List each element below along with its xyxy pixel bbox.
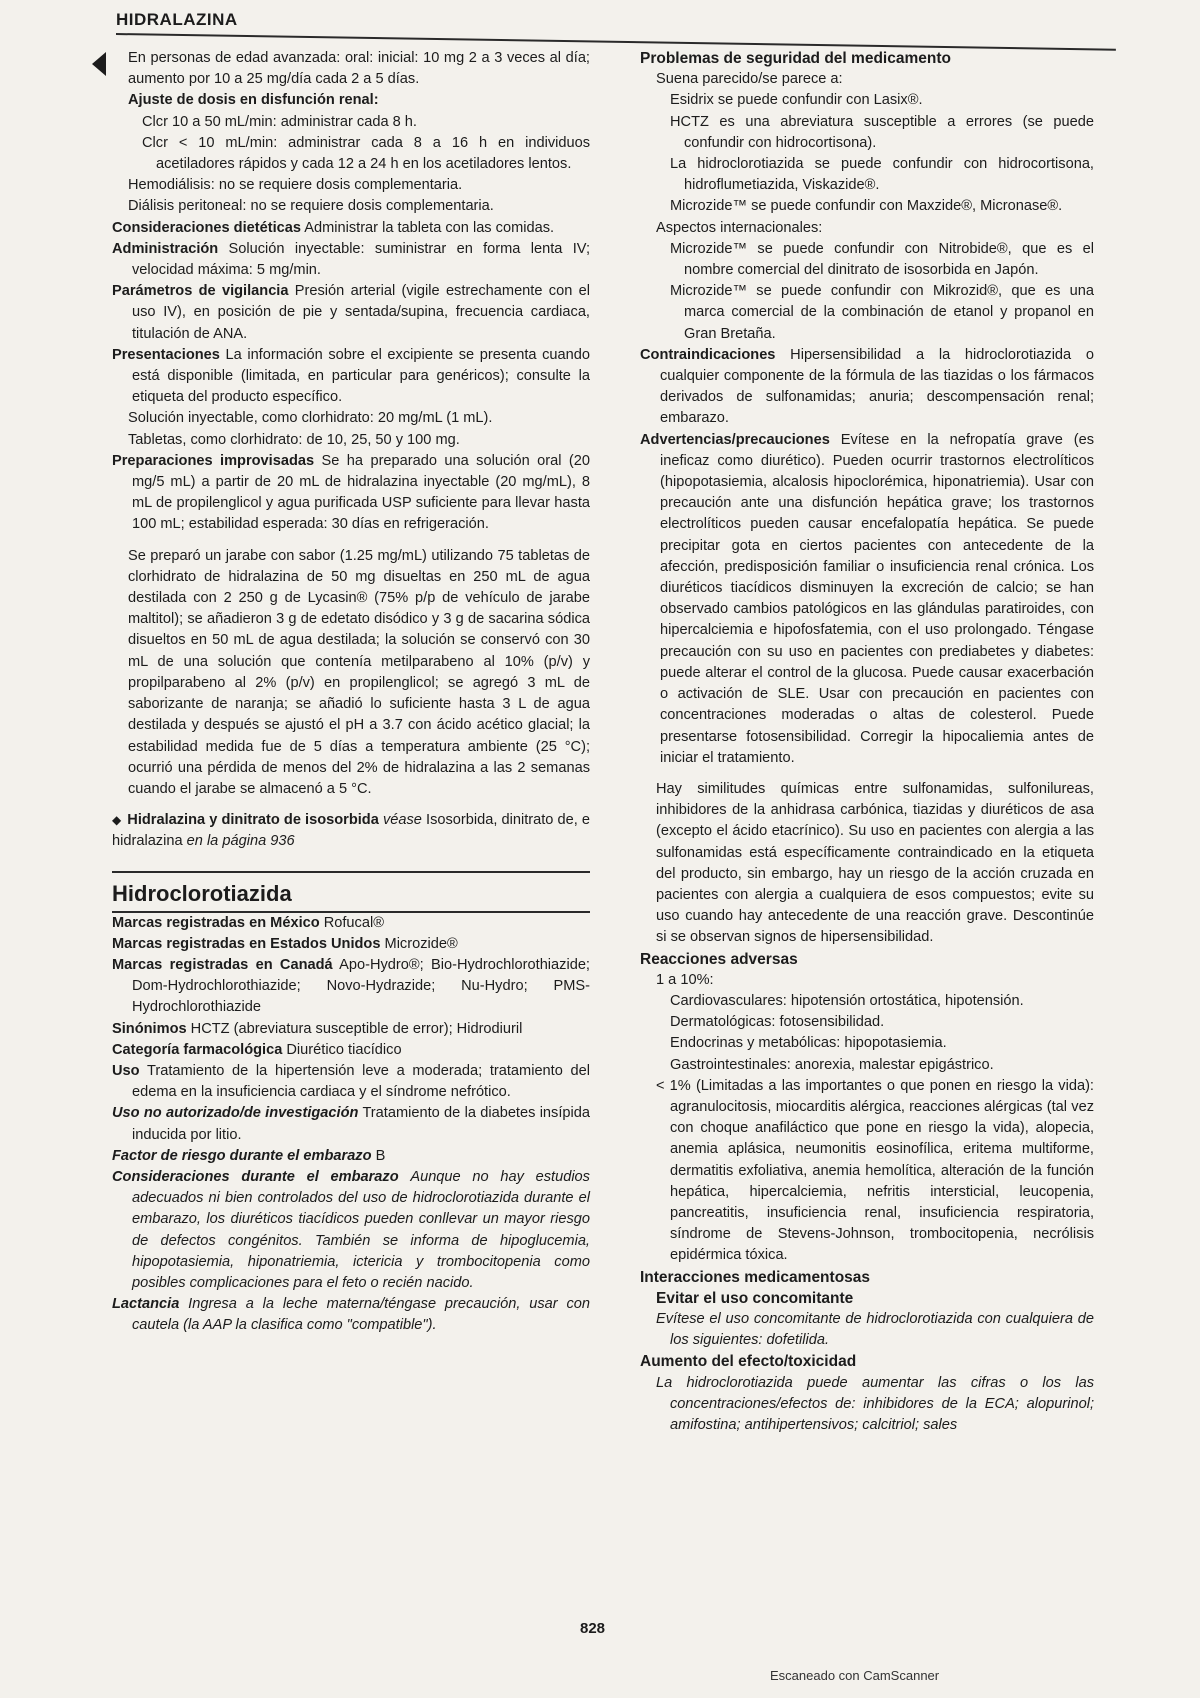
presentations-label: Presentaciones	[112, 346, 220, 363]
international-label: Aspectos internacionales:	[656, 219, 823, 236]
sound-alike-4: Microzide™ se puede confundir con Maxzide®, Micronase®.	[670, 198, 1063, 215]
sulfonamide-note: Hay similitudes químicas entre sulfonamidas, sulfonilureas, inhibidores de la anhidrasa carbónica, tiazidas y diuréticos de asa (excepto el ácido etacrínico). Su uso en pacientes con alergia a las sulfonamidas está específicamente contraindicado en la etiqueta del producto, sin embargo, hay un riesgo de la acción cruzada en pacientes con alergia a cualquiera de esos compuestos; evite su uso cuando hay antecedente de una reacción grave. Descontinúe si se observan signos de hipersensibilidad.	[656, 780, 1094, 946]
monitoring-label: Parámetros de vigilancia	[112, 283, 289, 300]
lactation-label: Lactancia	[112, 1296, 180, 1313]
pregnancy-risk-value: B	[375, 1147, 386, 1164]
pharm-category-label: Categoría farmacológica	[112, 1041, 283, 1058]
unapproved-use-label: Uso no autorizado/de investigación	[112, 1105, 359, 1122]
unapproved-use-text: Tratamiento de la diabetes insípida inducida por litio.	[132, 1105, 590, 1143]
peritoneal-dialysis-note: Diálisis peritoneal: no se requiere dosis complementaria.	[128, 198, 494, 215]
left-column	[112, 48, 590, 1337]
adverse-range: 1 a 10%:	[656, 971, 714, 988]
monograph-title: Hidroclorotiazida	[112, 871, 590, 913]
synonyms-label: Sinónimos	[112, 1020, 187, 1037]
avoid-concomitant-heading: Evitar el uso concomitante	[656, 1289, 854, 1307]
diet-section	[112, 218, 590, 239]
lactation	[112, 1294, 590, 1336]
pregnancy-considerations-label: Consideraciones durante el embarazo	[112, 1168, 399, 1185]
syrup-prep-text: Se preparó un jarabe con sabor (1.25 mg/mL) utilizando 75 tabletas de clorhidrato de hidralazina de 50 mg disueltas en 250 mL de agua destilada con 2 250 g de Lycasin® (75% p/p de vehículo de jarabe maltitol); se añadieron 3 g de edetato disódico y 3 g de sacarina sódica disueltos en 50 mL de agua destilada; la solución se conservó con 30 mL de una solución que contenía metilparabeno al 10% (p/v) y propilparabeno al 2% (p/v) en propilenglicol; se agregó 3 mL de saborizante de naranja; se añadió lo suficiente hasta 3 L de agua destilada y después se ajustó el pH a 3.7 con ácido acético glacial; la estabilidad medida fue de 5 días a temperatura ambiente (25 °C); ocurrió una pérdida de menos del 2% de hidralazina a las 2 semanas cuando el jarabe se almacenó a 5 °C.	[128, 547, 590, 797]
pharm-category-text: Diurético tiacídico	[286, 1041, 402, 1058]
presentations-section	[112, 345, 590, 409]
sound-alike-label: Suena parecido/se parece a:	[656, 71, 843, 88]
brands-canada	[112, 955, 590, 1019]
adverse-reactions-heading: Reacciones adversas	[640, 950, 798, 968]
cross-reference-title: Hidralazina y dinitrato de isosorbida	[127, 812, 379, 829]
sound-alike-3: La hidroclorotiazida se puede confundir con hidrocortisona, hidroflumetiazida, Viskazide®.	[670, 156, 1094, 194]
international-2: Microzide™ se puede confundir con Mikrozid®, que es una marca comercial de la combinación de etanol y propanol en Gran Bretaña.	[670, 283, 1094, 342]
cross-reference-page: en la página 936	[186, 833, 295, 850]
cross-reference	[112, 810, 590, 852]
cross-reference-target: Isosorbida, dinitrato de, e hidralazina	[112, 812, 591, 850]
use-label: Uso	[112, 1062, 140, 1079]
improvised-prep-section	[112, 451, 590, 536]
renal-dose-2: Clcr < 10 mL/min: administrar cada 8 a 16 h en individuos acetiladores rápidos y cada 12 a 24 h en los acetiladores lentos.	[142, 134, 590, 173]
presentations-text: La información sobre el excipiente se presenta cuando está disponible (limitada, en particular para genéricos); consulte la etiqueta del producto específico.	[132, 346, 591, 406]
administration-section	[112, 239, 590, 281]
administration-text: Solución inyectable: suministrar en forma lenta IV; velocidad máxima: 5 mg/min.	[132, 240, 590, 279]
adverse-rare: < 1% (Limitadas a las importantes o que ponen en riesgo la vida): agranulocitosis, miocarditis alérgica, reacciones alérgicas (tal vez con choque anafiláctico que pone en riesgo la vida), alopecia, anemia aplásica, neumonitis eosinofílica, eritema multiforme, dermatitis exfoliativa, anemia hemolítica, alteración de la función hepática, hipercalciemia, nefritis intersticial, leucopenia, pancreatitis, insuficiencia renal, insuficiencia respiratoria, síndrome de Stevens-Johnson, trombocitopenia, necrólisis epidérmica tóxica.	[656, 1077, 1094, 1264]
brands-mexico	[112, 913, 590, 934]
adverse-cardiovascular: Cardiovasculares: hipotensión ortostática, hipotensión.	[670, 992, 1024, 1009]
contraindications	[640, 345, 1094, 430]
margin-arrow-icon	[92, 52, 106, 76]
cross-reference-vease: véase	[382, 812, 422, 829]
monitoring-text: Presión arterial (vigile estrechamente con el uso IV), en posición de pie y sentada/supina, frecuencia cardiaca, titulación de ANA.	[132, 283, 590, 342]
sound-alike-2: HCTZ es una abreviatura susceptible a errores (se puede confundir con hidrocortisona).	[670, 113, 1094, 151]
unapproved-use	[112, 1103, 590, 1145]
brands-usa-value: Microzide®	[384, 935, 458, 952]
hemodialysis-note: Hemodiálisis: no se requiere dosis complementaria.	[128, 177, 463, 194]
diamond-bullet-icon: ◆	[112, 813, 122, 828]
pregnancy-considerations-text: Aunque no hay estudios adecuados ni bien controlados del uso de hidroclorotiazida durante el embarazo, los diuréticos tiacídicos pueden conllevar un mayor riesgo de defectos congénitos. También se informa de hipoglucemia, hipopotasiemia, hiponatriemia, ictericia y trombocitopenia como posibles complicaciones para el feto o recién nacido.	[132, 1168, 590, 1291]
increased-effect-text: La hidroclorotiazida puede aumentar las cifras o los las concentraciones/efectos de: inhibidores de la ECA; alopurinol; amifostina; antihipertensivos; calcitriol; sales	[656, 1374, 1094, 1433]
brands-mexico-value: Rofucal®	[323, 914, 384, 931]
synonyms-text: HCTZ (abreviatura susceptible de error); Hidrodiuril	[190, 1020, 523, 1037]
running-head: HIDRALAZINA	[116, 10, 238, 29]
use-text: Tratamiento de la hipertensión leve a moderada; tratamiento del edema en la insuficiencia cardiaca y el síndrome nefrótico.	[132, 1062, 590, 1101]
pharm-category	[112, 1040, 590, 1061]
safety-issues-heading: Problemas de seguridad del medicamento	[640, 50, 951, 67]
adverse-gastrointestinal: Gastrointestinales: anorexia, malestar epigástrico.	[670, 1056, 994, 1073]
sound-alike-1: Esidrix se puede confundir con Lasix®.	[670, 92, 923, 109]
improvised-prep-text: Se ha preparado una solución oral (20 mg/5 mL) a partir de 20 mL de hidralazina inyectable (20 mg/mL), 8 mL de propilenglicol y agua purificada USP suficiente para llevar hasta 100 mL; estabilidad esperada: 30 días en refrigeración.	[132, 452, 590, 533]
scanner-watermark: Escaneado con CamScanner	[770, 1668, 940, 1683]
presentation-injectable: Solución inyectable, como clorhidrato: 20 mg/mL (1 mL).	[128, 410, 493, 427]
brands-usa	[112, 934, 590, 955]
warnings-text: Evítese en la nefropatía grave (es ineficaz como diurético). Pueden ocurrir trastornos electrolíticos (hipopotasiemia, alcalosis hipoclorémica, hiponatriemia). Usar con precaución ante una disfunción hepática grave; los trastornos electrolíticos pueden causar encefalopatía hepática. Se puede precipitar gota en ciertos pacientes con antecedente de la afección, predisposición familiar o insuficiencia renal crónica. Los diuréticos tiacídicos disminuyen la excreción de calcio; se han observado cambios patológicos en las glándulas paratiroides, con hipercalciemia e hipofosfatemia, con el uso prolongado. Téngase precaución con su uso en pacientes con prediabetes y diabetes: puede alterar el control de la glucosa. Puede causar exacerbación o activación de SLE. Usar con precaución en pacientes con concentraciones moderadas o altas de colesterol. Puede presentarse fotosensibilidad. Corregir la hipocaliemia antes de iniciar el tratamiento.	[660, 431, 1094, 766]
brands-usa-label: Marcas registradas en Estados Unidos	[112, 935, 381, 952]
diet-text: Administrar la tableta con las comidas.	[304, 219, 555, 236]
contraindications-label: Contraindicaciones	[640, 346, 776, 363]
avoid-concomitant-text: Evítese el uso concomitante de hidroclorotiazida con cualquiera de los siguientes: dofetilida.	[656, 1310, 1094, 1349]
adverse-dermatologic: Dermatológicas: fotosensibilidad.	[670, 1014, 885, 1031]
page-number: 828	[580, 1620, 606, 1637]
administration-label: Administración	[112, 240, 219, 257]
use-section	[112, 1061, 590, 1103]
renal-dose-1: Clcr 10 a 50 mL/min: administrar cada 8 h.	[142, 113, 417, 130]
international-1: Microzide™ se puede confundir con Nitrobide®, que es el nombre comercial del dinitrato de isosorbida en Japón.	[670, 240, 1094, 279]
right-column	[640, 48, 1094, 1436]
pregnancy-considerations	[112, 1167, 590, 1294]
presentation-tablets: Tabletas, como clorhidrato: de 10, 25, 50 y 100 mg.	[128, 431, 460, 448]
elderly-dose: En personas de edad avanzada: oral: inicial: 10 mg 2 a 3 veces al día; aumento por 10 a 25 mg/día cada 2 a 5 días.	[128, 50, 590, 88]
increased-effect-heading: Aumento del efecto/toxicidad	[640, 1353, 857, 1371]
monitoring-section	[112, 281, 590, 345]
diet-label: Consideraciones dietéticas	[112, 219, 301, 236]
renal-adjust-label: Ajuste de dosis en disfunción renal:	[128, 92, 379, 109]
brands-mexico-label: Marcas registradas en México	[112, 914, 320, 931]
adverse-endocrine: Endocrinas y metabólicas: hipopotasiemia.	[670, 1035, 947, 1052]
pregnancy-risk-label: Factor de riesgo durante el embarazo	[112, 1147, 372, 1164]
brands-canada-label: Marcas registradas en Canadá	[112, 956, 333, 973]
interactions-heading: Interacciones medicamentosas	[640, 1268, 871, 1286]
brands-canada-value: Apo-Hydro®; Bio-Hydrochlorothiazide; Dom-Hydrochlorothiazide; Novo-Hydrazide; Nu-Hydro; PMS-Hydrochlorothiazide	[132, 956, 590, 1016]
warnings	[640, 430, 1094, 769]
pregnancy-risk	[112, 1146, 590, 1167]
lactation-text: Ingresa a la leche materna/téngase precaución, usar con cautela (la AAP la clasifica como "compatible").	[132, 1296, 590, 1334]
synonyms	[112, 1019, 590, 1040]
improvised-prep-label: Preparaciones improvisadas	[112, 452, 315, 469]
contraindications-text: Hipersensibilidad a la hidroclorotiazida o cualquier componente de la fórmula de las tiazidas o los fármacos derivados de sulfonamidas; anuria; descompensación renal; embarazo.	[660, 346, 1094, 427]
warnings-label: Advertencias/precauciones	[640, 431, 830, 448]
